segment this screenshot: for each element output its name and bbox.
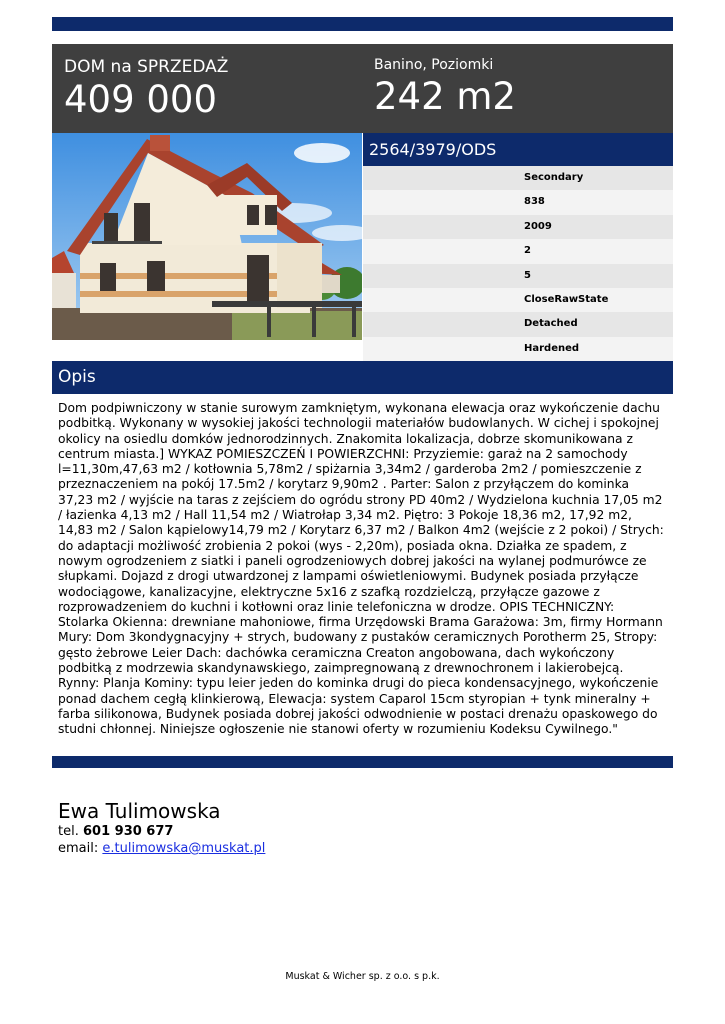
attribute-plot-size: 838 [363,190,673,214]
attribute-rooms: 5 [363,264,673,288]
property-photo [52,133,362,340]
header-right [374,56,516,120]
agent-name: Ewa Tulimowska [58,799,221,823]
attribute-year-built: 2009 [363,215,673,239]
attribute-state: CloseRawState [363,288,673,312]
listing-header [52,44,673,133]
attributes-table [363,166,673,361]
listing-location: Banino, Poziomki [374,57,494,73]
agent-phone-line [58,823,265,840]
listing-area: 242 m2 [374,75,516,118]
attribute-market: Secondary [363,166,673,190]
agent-contact [58,799,265,857]
email-label: email: [58,841,99,856]
agent-email-line [58,840,265,857]
description-heading: Opis [52,361,673,394]
email-link[interactable]: e.tulimowska@muskat.pl [102,841,266,856]
description-text: Dom podpiwniczony w stanie surowym zamkniętym, wykonana elewacja oraz wykończenie dachu podbitką. Wykonany w wysokiej jakości technologii materiałów budowlanych. W cichej i spokojnej okolicy na osiedlu domków jednorodzinnych. Znakomita lokalizacja, dobrze skomunikowana z centrum miasta.] WYKAZ POMIESZCZEŃ I POWIERZCHNI: Przyziemie: garaż na 2 samochody l=11,30m,47,63 m2 / kotłownia 5,78m2 / spiżarnia 3,34m2 / garderoba 2m2 / pomieszczenie z przeznaczeniem na pokój 17.5m2 / korytarz 9,90m2 . Parter: Salon z przyłączem do kominka 37,23 m2 / wyjście na taras z zejściem do ogródu strony PD 40m2 / Wydzielona kuchnia 17,05 m2 / łazienka 4,13 m2 / Hall 11,54 m2 / Wiatrołap 3,34 m2. Piętro: 3 Pokoje 18,36 m2, 17,92 m2, 14,83 m2 / Salon kąpielowy14,79 m2 / Korytarz 6,37 m2 / Balkon 4m2 (wejście z 2 pokoi) / Strych: do adaptacji możliwość zrobienia 2 pokoi (wys - 2,20m), posiada okna. Działka ze spadem, z nowym ogrodzeniem z siatki i paneli ogrodzeniowych dobrej jakości na wylanej podmurówce ze słupkami. Dojazd z drogi utwardzonej z lampami oświetleniowymi. Budynek posiada przyłącze wodociągowe, kanalizacyjne, elektryczne 5x16 z szafką rozdzielczą, przyłącze gazowe z rozprowadzeniem do kuchni i kotłowni oraz linie telefoniczna w drodze. OPIS TECHNICZNY: Stolarka Okienna: drewniane mahoniowe, firma Urzędowski Brama Garażowa: 3m, firmy Hormann Mury: Dom 3kondygnacyjny + strych, budowany z pustaków ceramicznych Porotherm 25, Stropy: gęsto żebrowe Leier Dach: dachówka ceramiczna Creaton angobowana, dach wykończony podbitką z modrzewia skandynawskiego, zaimpregnowaną z drewnochronem i lakierobejcą. Rynny: Planja Kominy: typu leier jeden do kominka drugi do pieca kondensacyjnego, wykończenie ponad dachem cegłą klinkierową, Elewacja: system Caparol 15cm styropian + tynk mineralny + farba silikonowa, Budynek posiada dobrej jakości odwodnienie w postaci drenażu opaskowego do studni chłonnej. Niniejsze ogłoszenie nie stanowi oferty w rozumieniu Kodeksu Cywilnego." [58,401,664,737]
attribute-access-road: Hardened [363,337,673,361]
phone-number: 601 930 677 [82,824,174,839]
reference-number: 2564/3979/ODS [363,133,673,166]
attribute-floors: 2 [363,239,673,263]
top-accent-bar [52,17,673,31]
footer-company: Muskat & Wicher sp. z o.o. s p.k. [285,971,440,982]
header-left [64,56,228,122]
attribute-building-type: Detached [363,312,673,336]
separator-bar [52,756,673,768]
listing-price: 409 000 [64,78,218,121]
phone-label: tel. [58,824,79,839]
listing-type: DOM na SPRZEDAŻ [64,57,229,77]
